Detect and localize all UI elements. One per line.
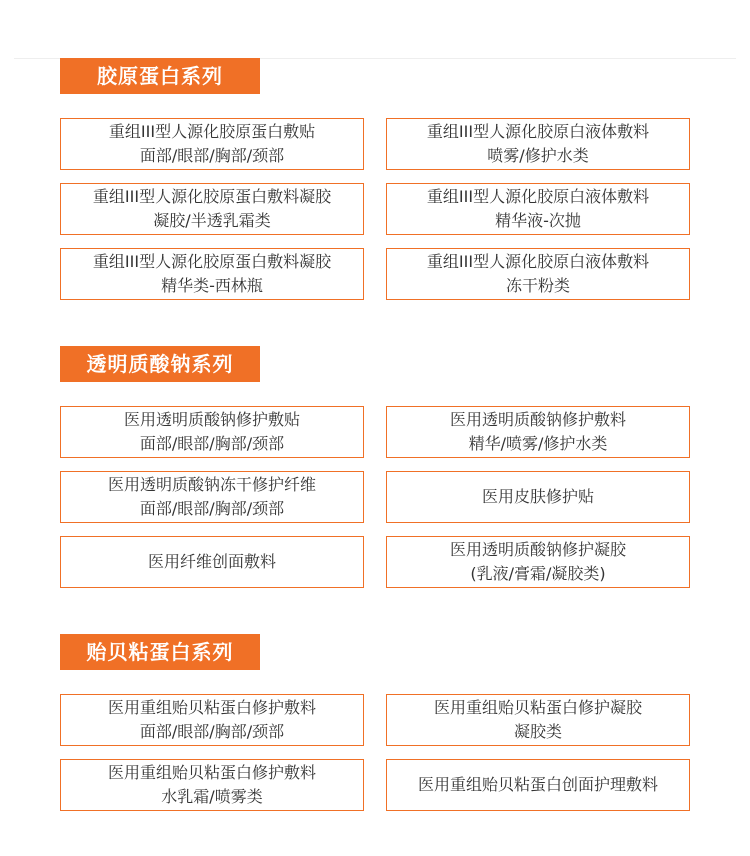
- product-type: 精华/喷雾/修护水类: [468, 434, 608, 453]
- product-name: 医用纤维创面敷料: [147, 552, 276, 571]
- product-item: [386, 248, 690, 300]
- product-name: 重组III型人源化胶原白液体敷料: [426, 122, 650, 141]
- product-name: 重组III型人源化胶原蛋白敷料凝胶: [92, 187, 332, 206]
- product-item: [60, 183, 364, 235]
- product-item: [386, 118, 690, 170]
- product-type: 凝胶类: [513, 722, 562, 741]
- product-name: 重组III型人源化胶原蛋白敷料凝胶: [92, 252, 332, 271]
- product-type: 喷雾/修护水类: [487, 146, 589, 165]
- product-type: (乳液/膏霜/凝胶类): [470, 564, 606, 583]
- product-name: 医用透明质酸钠修护凝胶: [449, 540, 626, 559]
- product-name: 医用透明质酸钠冻干修护纤维: [107, 475, 316, 494]
- section-title-hyaluronate: 透明质酸钠系列: [60, 346, 260, 382]
- product-item: [60, 248, 364, 300]
- product-item: [60, 694, 364, 746]
- product-item: [60, 118, 364, 170]
- product-item: [60, 406, 364, 458]
- product-type: 凝胶/半透乳霜类: [153, 211, 271, 230]
- product-name: 医用重组贻贝粘蛋白创面护理敷料: [417, 775, 658, 794]
- product-item: [386, 183, 690, 235]
- product-name: 医用透明质酸钠修护敷料: [449, 410, 626, 429]
- product-type: 冻干粉类: [505, 276, 570, 295]
- product-name: 重组III型人源化胶原蛋白敷贴: [108, 122, 316, 141]
- product-type: 水乳霜/喷雾类: [161, 787, 263, 806]
- product-item: [386, 694, 690, 746]
- product-name: 医用重组贻贝粘蛋白修护敷料: [107, 698, 316, 717]
- product-type: 精华液-次抛: [495, 211, 581, 230]
- product-type: 面部/眼部/胸部/颈部: [139, 146, 285, 165]
- product-name: 医用皮肤修护贴: [481, 487, 594, 506]
- product-name: 重组III型人源化胶原白液体敷料: [426, 252, 650, 271]
- product-item: [60, 536, 364, 588]
- product-item: [386, 759, 690, 811]
- product-name: 医用重组贻贝粘蛋白修护敷料: [107, 763, 316, 782]
- product-type: 精华类-西林瓶: [161, 276, 263, 295]
- product-item: [60, 471, 364, 523]
- product-item: [386, 536, 690, 588]
- section-title-mussel-protein: 贻贝粘蛋白系列: [60, 634, 260, 670]
- product-name: 医用透明质酸钠修护敷贴: [123, 410, 300, 429]
- product-item: [60, 759, 364, 811]
- product-type: 面部/眼部/胸部/颈部: [139, 434, 285, 453]
- product-type: 面部/眼部/胸部/颈部: [139, 722, 285, 741]
- product-item: [386, 406, 690, 458]
- section-title-collagen: 胶原蛋白系列: [60, 58, 260, 94]
- product-item: [386, 471, 690, 523]
- product-name: 重组III型人源化胶原白液体敷料: [426, 187, 650, 206]
- product-name: 医用重组贻贝粘蛋白修护凝胶: [433, 698, 642, 717]
- product-type: 面部/眼部/胸部/颈部: [139, 499, 285, 518]
